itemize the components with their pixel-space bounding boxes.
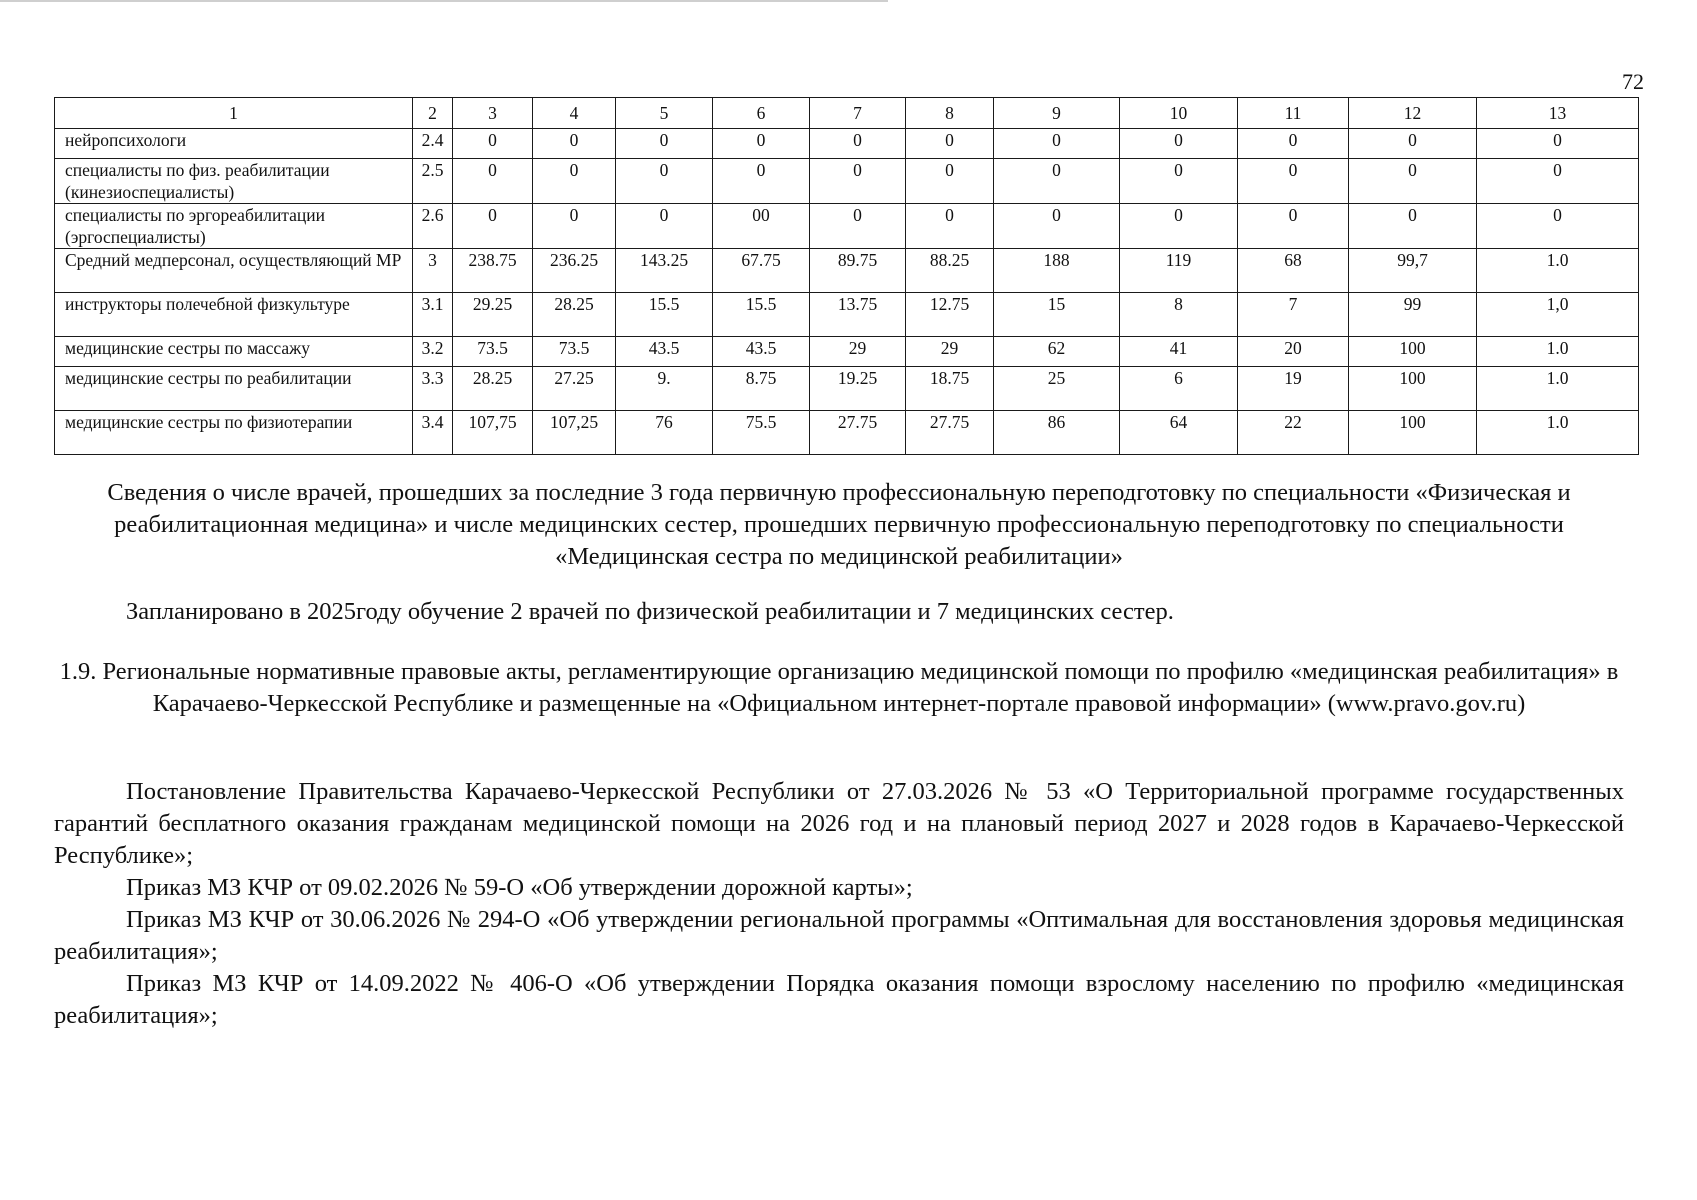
table-cell: 0 xyxy=(453,129,533,159)
table-cell: 0 xyxy=(906,129,994,159)
table-cell: 2.5 xyxy=(413,159,453,204)
table-cell: 86 xyxy=(994,411,1120,455)
table-cell: 20 xyxy=(1238,337,1349,367)
table-cell: 0 xyxy=(616,129,713,159)
table-cell: 99,7 xyxy=(1349,249,1477,293)
table-cell: 3 xyxy=(413,249,453,293)
table-cell: 0 xyxy=(453,159,533,204)
section-heading-retraining: Сведения о числе врачей, прошедших за последние 3 года первичную профессиональную переподготовку по специальности «Физическая и реабилитационная медицина» и числе медицинских сестер, прошедших первичную профессиональную переподготовку по специальности «Медицинская сестра по медицинской реабилитации» xyxy=(107,479,1571,570)
row-label: инструкторы полечебной физкультуре xyxy=(55,293,413,337)
table-cell: 28.25 xyxy=(453,367,533,411)
table-body xyxy=(55,129,1639,455)
table-cell: 22 xyxy=(1238,411,1349,455)
table-cell: 0 xyxy=(810,129,906,159)
table-cell: 0 xyxy=(994,159,1120,204)
table-cell: 0 xyxy=(1238,204,1349,249)
table-cell: 64 xyxy=(1120,411,1238,455)
table-cell: 12.75 xyxy=(906,293,994,337)
table-header-row xyxy=(55,98,1639,129)
table-row xyxy=(55,411,1639,455)
table-cell: 62 xyxy=(994,337,1120,367)
table-cell: 100 xyxy=(1349,337,1477,367)
regulation-act: Приказ МЗ КЧР от 30.06.2026 № 294-О «Об утверждении региональной программы «Оптимальная для восстановления здоровья медицинская реабилитация»; xyxy=(54,906,1624,965)
table-cell: 73.5 xyxy=(453,337,533,367)
table-cell: 3.1 xyxy=(413,293,453,337)
table-cell: 0 xyxy=(713,159,810,204)
table-cell: 28.25 xyxy=(533,293,616,337)
table-cell: 0 xyxy=(1349,159,1477,204)
table-cell: 15.5 xyxy=(616,293,713,337)
table-cell: 0 xyxy=(994,204,1120,249)
row-label: медицинские сестры по физиотерапии xyxy=(55,411,413,455)
table-cell: 2.6 xyxy=(413,204,453,249)
row-label: медицинские сестры по реабилитации xyxy=(55,367,413,411)
table-cell: 8.75 xyxy=(713,367,810,411)
planned-training-text: Запланировано в 2025году обучение 2 врачей по физической реабилитации и 7 медицинских сестер. xyxy=(126,598,1174,625)
column-header: 8 xyxy=(906,98,994,129)
table-cell: 1.0 xyxy=(1477,337,1639,367)
table-cell: 0 xyxy=(453,204,533,249)
table-row xyxy=(55,249,1639,293)
column-header: 9 xyxy=(994,98,1120,129)
row-label: специалисты по эргореабилитации (эргоспециалисты) xyxy=(55,204,413,249)
table-row xyxy=(55,204,1639,249)
table-cell: 0 xyxy=(1120,159,1238,204)
table-cell: 0 xyxy=(533,129,616,159)
row-label: медицинские сестры по массажу xyxy=(55,337,413,367)
column-header: 2 xyxy=(413,98,453,129)
table-cell: 3.4 xyxy=(413,411,453,455)
table-cell: 67.75 xyxy=(713,249,810,293)
column-header: 1 xyxy=(55,98,413,129)
table-row xyxy=(55,293,1639,337)
table-cell: 3.3 xyxy=(413,367,453,411)
table-cell: 73.5 xyxy=(533,337,616,367)
table-cell: 25 xyxy=(994,367,1120,411)
table-cell: 0 xyxy=(1477,159,1639,204)
table-cell: 1.0 xyxy=(1477,411,1639,455)
table-cell: 27.75 xyxy=(906,411,994,455)
table-cell: 119 xyxy=(1120,249,1238,293)
row-label: специалисты по физ. реабилитации (кинезиоспециалисты) xyxy=(55,159,413,204)
regulation-act: Приказ МЗ КЧР от 09.02.2026 № 59-О «Об утверждении дорожной карты»; xyxy=(126,874,913,901)
table-cell: 1.0 xyxy=(1477,367,1639,411)
column-header: 6 xyxy=(713,98,810,129)
column-header: 5 xyxy=(616,98,713,129)
table-cell: 1.0 xyxy=(1477,249,1639,293)
table-cell: 0 xyxy=(1120,129,1238,159)
table-cell: 0 xyxy=(994,129,1120,159)
table-cell: 6 xyxy=(1120,367,1238,411)
table-cell: 100 xyxy=(1349,367,1477,411)
staff-table xyxy=(54,97,1639,455)
table-cell: 0 xyxy=(810,204,906,249)
table-cell: 0 xyxy=(1349,204,1477,249)
table-cell: 0 xyxy=(906,159,994,204)
column-header: 7 xyxy=(810,98,906,129)
table-cell: 27.75 xyxy=(810,411,906,455)
table-cell: 0 xyxy=(616,204,713,249)
table-cell: 0 xyxy=(1120,204,1238,249)
table-cell: 107,25 xyxy=(533,411,616,455)
table-cell: 188 xyxy=(994,249,1120,293)
table-cell: 107,75 xyxy=(453,411,533,455)
table-cell: 27.25 xyxy=(533,367,616,411)
row-label: нейропсихологи xyxy=(55,129,413,159)
table-cell: 8 xyxy=(1120,293,1238,337)
table-cell: 75.5 xyxy=(713,411,810,455)
row-label: Средний медперсонал, осуществляющий МР xyxy=(55,249,413,293)
column-header: 10 xyxy=(1120,98,1238,129)
regulation-act: Постановление Правительства Карачаево-Черкесской Республики от 27.03.2026 № 53 «О Территориальной программе государственных гарантий бесплатного оказания гражданам медицинской помощи на 2026 год и на плановый период 2027 и 2028 годов в Карачаево-Черкесской Республике»; xyxy=(54,778,1624,869)
table-cell: 238.75 xyxy=(453,249,533,293)
table-cell: 29.25 xyxy=(453,293,533,337)
column-header: 12 xyxy=(1349,98,1477,129)
table-cell: 76 xyxy=(616,411,713,455)
table-row xyxy=(55,367,1639,411)
page-number: 72 xyxy=(1622,69,1644,94)
table-cell: 0 xyxy=(616,159,713,204)
table-cell: 41 xyxy=(1120,337,1238,367)
table-cell: 0 xyxy=(1349,129,1477,159)
table-cell: 88.25 xyxy=(906,249,994,293)
table-cell: 99 xyxy=(1349,293,1477,337)
table-cell: 236.25 xyxy=(533,249,616,293)
table-cell: 89.75 xyxy=(810,249,906,293)
section-heading-regulations: 1.9. Региональные нормативные правовые акты, регламентирующие организацию медицинской помощи по профилю «медицинская реабилитация» в Карачаево-Черкесской Республике и размещенные на «Официальном интернет-портале правовой информации» (www.pravo.gov.ru) xyxy=(59,658,1619,717)
table-cell: 0 xyxy=(533,204,616,249)
table-cell: 1,0 xyxy=(1477,293,1639,337)
table-cell: 2.4 xyxy=(413,129,453,159)
table-cell: 9. xyxy=(616,367,713,411)
regulation-act: Приказ МЗ КЧР от 14.09.2022 № 406-О «Об утверждении Порядка оказания помощи взрослому населению по профилю «медицинская реабилитация»; xyxy=(54,970,1624,1029)
column-header: 11 xyxy=(1238,98,1349,129)
table-cell: 143.25 xyxy=(616,249,713,293)
table-cell: 43.5 xyxy=(616,337,713,367)
table-cell: 0 xyxy=(533,159,616,204)
table-cell: 43.5 xyxy=(713,337,810,367)
table-cell: 18.75 xyxy=(906,367,994,411)
table-cell: 0 xyxy=(1477,129,1639,159)
table-cell: 15 xyxy=(994,293,1120,337)
table-row xyxy=(55,129,1639,159)
table-cell: 0 xyxy=(713,129,810,159)
table-cell: 0 xyxy=(1238,159,1349,204)
column-header: 3 xyxy=(453,98,533,129)
table-cell: 68 xyxy=(1238,249,1349,293)
table-cell: 13.75 xyxy=(810,293,906,337)
table-cell: 0 xyxy=(810,159,906,204)
column-header: 4 xyxy=(533,98,616,129)
table-cell: 15.5 xyxy=(713,293,810,337)
table-cell: 19 xyxy=(1238,367,1349,411)
table-cell: 19.25 xyxy=(810,367,906,411)
table-cell: 0 xyxy=(1238,129,1349,159)
table-row xyxy=(55,337,1639,367)
table-row xyxy=(55,159,1639,204)
column-header: 13 xyxy=(1477,98,1639,129)
scan-edge xyxy=(0,0,888,2)
table-cell: 0 xyxy=(1477,204,1639,249)
table-cell: 7 xyxy=(1238,293,1349,337)
table-cell: 100 xyxy=(1349,411,1477,455)
table-cell: 0 xyxy=(906,204,994,249)
table-cell: 00 xyxy=(713,204,810,249)
table-cell: 29 xyxy=(906,337,994,367)
table-cell: 29 xyxy=(810,337,906,367)
table-cell: 3.2 xyxy=(413,337,453,367)
